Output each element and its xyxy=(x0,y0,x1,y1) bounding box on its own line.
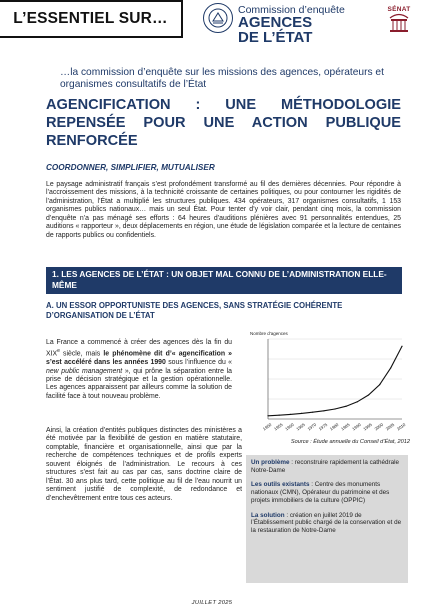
essentiel-badge-text: L’ESSENTIEL SUR… xyxy=(13,10,168,27)
page-title: AGENCIFICATION : UNE MÉTHODOLOGIE REPENSÉE POUR UNE ACTION PUBLIQUE RENFORCÉE xyxy=(46,97,401,149)
case-solution: La solution : création en juillet 2019 de l’Établissement public chargé de la conservation et de la restauration de Notre-Dame xyxy=(251,511,402,534)
chart-x-tick: 1990 xyxy=(351,422,362,432)
agencies-growth-chart xyxy=(248,327,408,439)
etat-label: DE L’ÉTAT xyxy=(238,29,313,46)
chart-x-tick: 1950 xyxy=(261,422,273,432)
chart-x-tick: 1975 xyxy=(317,422,329,432)
essentiel-badge xyxy=(0,0,183,38)
commission-label: Commission d’enquête xyxy=(238,4,345,16)
body-paragraph-2: Ainsi, la création d’entités publiques distinctes des ministères a été motivée par la flexibilité de gestion en matière statutaire, comptable, financière et organisationnelle, ainsi que par la recherche de compétences techniques et de profils experts souvent éloignés de l’administration. Le recours à ces structures s’est fait au cas par cas, sans doctrine claire de l’État. 30 ans plus tard, cette politique au fil de l’eau nourrit un sentiment justifié de complexité, de redondance et d’enchevêtrement entre tous ces acteurs. xyxy=(46,427,242,502)
chart-x-tick: 2010 xyxy=(395,422,407,432)
chart-x-tick: 1995 xyxy=(362,422,373,432)
chart-x-tick: 2000 xyxy=(373,422,385,432)
body-paragraph-1: La France a commencé à créer des agences dès la fin du XIXe siècle, mais le phénomène dit d’« agencification » s’est accéléré dans les années 1990 sous l’influence du « new public management », qui prône la séparation entre la prise de décision stratégique et la gestion opérationnelle. Les agences apparaissent par ailleurs comme la solution de facilité face à tout nouveau problème. xyxy=(46,339,233,400)
chart-point xyxy=(323,410,324,411)
italic-term: new public management xyxy=(46,367,123,375)
chart-point xyxy=(267,415,268,416)
case-problem: Un problème : reconstruire rapidement la cathédrale Notre-Dame xyxy=(251,459,400,474)
senat-logo xyxy=(384,6,414,36)
chart-series-line xyxy=(268,346,402,416)
chart-x-tick: 1965 xyxy=(295,422,306,432)
case-study-box xyxy=(246,455,408,583)
chart-point xyxy=(312,412,313,413)
chart-point xyxy=(290,414,291,415)
chart-x-tick: 1955 xyxy=(273,422,284,432)
chart-point xyxy=(279,415,280,416)
chart-y-label: Nombre d’agences xyxy=(250,331,288,336)
kicker: COORDONNER, SIMPLIFIER, MUTUALISER xyxy=(46,163,215,172)
intro-paragraph: Le paysage administratif français s’est profondément transformé au fil des dernières décennies. Pour répondre à l’accroissement des missions, à la technicité croissante de certaines politiques, ou pour contourner les rigidités de l’administration, l’État a multiplié les structures publiques. 434 opérateurs, 317 organismes consultatifs, 1 153 organismes publics nationaux… mais un seul État. Pour tenter d’y voir clair, pendant cinq mois, la commission d’enquête n’a pas ménagé ses efforts : 64 heures d’auditions plénières avec 91 personnalités entendues, 25 auditions « rapporteur », deux déplacements en région, une étude de législation comparée et la lecture de centaines de rapports publics ou confidentiels. xyxy=(46,181,401,239)
case-tools: Les outils existants : Centre des monuments nationaux (CMN), Opérateur du patrimoine et des projets immobiliers de la culture (OPPIC) xyxy=(251,481,390,504)
chart-point xyxy=(346,406,347,407)
chart-x-tick: 1960 xyxy=(284,422,295,432)
chart-point xyxy=(368,394,369,395)
footer-date: JUILLET 2025 xyxy=(191,600,233,606)
section-heading: 1. LES AGENCES DE L’ÉTAT : UN OBJET MAL CONNU DE L’ADMINISTRATION ELLE-MÊME xyxy=(52,269,387,290)
chart-point xyxy=(357,401,358,402)
section-band xyxy=(46,267,402,294)
commission-logo-icon xyxy=(203,3,233,33)
subsection-heading: A. UN ESSOR OPPORTUNISTE DES AGENCES, SANS STRATÉGIE COHÉRENTE D’ORGANISATION DE L’ÉTAT xyxy=(46,301,343,320)
chart-x-tick: 2005 xyxy=(384,422,396,432)
chart-point xyxy=(334,408,335,409)
chart-point xyxy=(390,367,391,368)
subtitle: …la commission d’enquête sur les missions des agences, opérateurs et organismes consultatifs de l’État xyxy=(60,67,384,90)
agences-label: AGENCES xyxy=(238,14,313,31)
chart-x-tick: 1970 xyxy=(306,422,318,432)
chart-point xyxy=(301,413,302,414)
senat-logo-text: SÉNAT xyxy=(387,6,411,13)
chart-source: Source : Étude annuelle du Conseil d’État, 2012 xyxy=(290,439,410,445)
chart-point xyxy=(401,346,402,347)
chart-x-tick: 1980 xyxy=(328,422,340,432)
chart-point xyxy=(379,384,380,385)
chart-x-tick: 1985 xyxy=(340,422,351,432)
emphasis-text: le phénomène dit d’« agencification » s’est accéléré dans les années 1990 xyxy=(46,350,232,367)
